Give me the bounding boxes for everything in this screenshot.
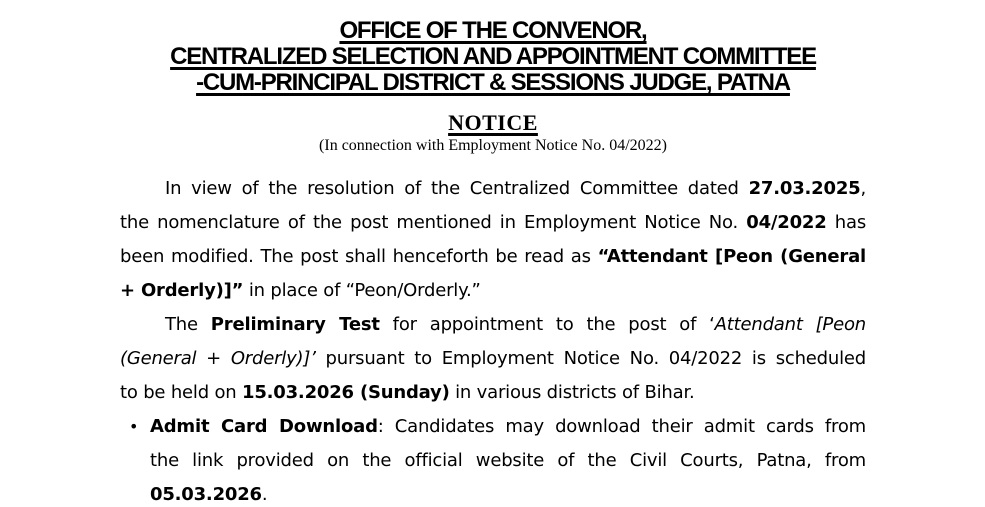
text-run: in various districts of Bihar. xyxy=(449,382,695,403)
bullet-admit-card xyxy=(120,410,866,507)
text-run: pursuant to Employment Notice No. 04/2022 is scheduled xyxy=(315,348,866,369)
text-run: Preliminary Test xyxy=(210,314,380,335)
text-run: 05.03.2026 xyxy=(150,484,262,505)
text-line xyxy=(120,172,866,206)
text-run: 04/2022 xyxy=(746,212,827,233)
text-line xyxy=(150,478,866,507)
header-line-committee xyxy=(120,44,866,70)
bullet-icon: • xyxy=(129,417,139,436)
text-run: for appointment to the post of ‘ xyxy=(379,314,715,335)
text-run: “Attendant [Peon (General xyxy=(597,246,866,267)
header-line-committee-text: CENTRALIZED SELECTION AND APPOINTMENT COMMITTEE xyxy=(170,43,816,70)
text-run: 15.03.2026 (Sunday) xyxy=(242,382,450,403)
para-preliminary-test xyxy=(120,308,866,410)
notice-title-text: NOTICE xyxy=(448,110,538,135)
text-run: has xyxy=(826,212,866,233)
text-line xyxy=(150,444,866,478)
text-run: the link provided on the official website of the Civil Courts, Patna, from xyxy=(150,450,866,471)
text-run: . xyxy=(261,484,268,505)
text-line xyxy=(120,308,866,342)
text-run: been modified. The post shall henceforth be read as xyxy=(120,246,598,267)
text-run: + Orderly)]” xyxy=(120,280,244,301)
text-run: Attendant [Peon xyxy=(714,314,866,335)
text-run: the nomenclature of the post mentioned in Employment Notice No. xyxy=(120,212,747,233)
notice-title-block xyxy=(120,110,866,156)
text-run: The xyxy=(165,314,211,335)
text-run: In view of the resolution of the Centralized Committee dated xyxy=(165,178,749,199)
notice-subtitle: (In connection with Employment Notice No. 04/2022) xyxy=(319,137,667,154)
header-line-office xyxy=(120,18,866,44)
text-line xyxy=(150,410,866,444)
text-line xyxy=(120,206,866,240)
text-run: Admit Card Download xyxy=(150,416,378,437)
header-line-office-text: OFFICE OF THE CONVENOR, xyxy=(339,17,647,44)
text-run: (General + Orderly)]’ xyxy=(120,348,316,369)
text-run: , xyxy=(860,178,866,199)
text-line xyxy=(120,342,866,376)
text-run: to be held on xyxy=(120,382,242,403)
text-run: : Candidates may download their admit cards from xyxy=(377,416,866,437)
notice-header xyxy=(120,18,866,96)
text-line xyxy=(120,376,866,410)
text-line xyxy=(120,274,866,308)
text-run: in place of “Peon/Orderly.” xyxy=(243,280,481,301)
header-line-judge-text: -CUM-PRINCIPAL DISTRICT & SESSIONS JUDGE, PATNA xyxy=(196,69,790,96)
notice-body xyxy=(120,172,866,507)
text-line xyxy=(120,240,866,274)
header-line-judge xyxy=(120,70,866,96)
notice-title xyxy=(120,110,866,136)
text-run: 27.03.2025 xyxy=(748,178,861,199)
para-resolution xyxy=(120,172,866,308)
